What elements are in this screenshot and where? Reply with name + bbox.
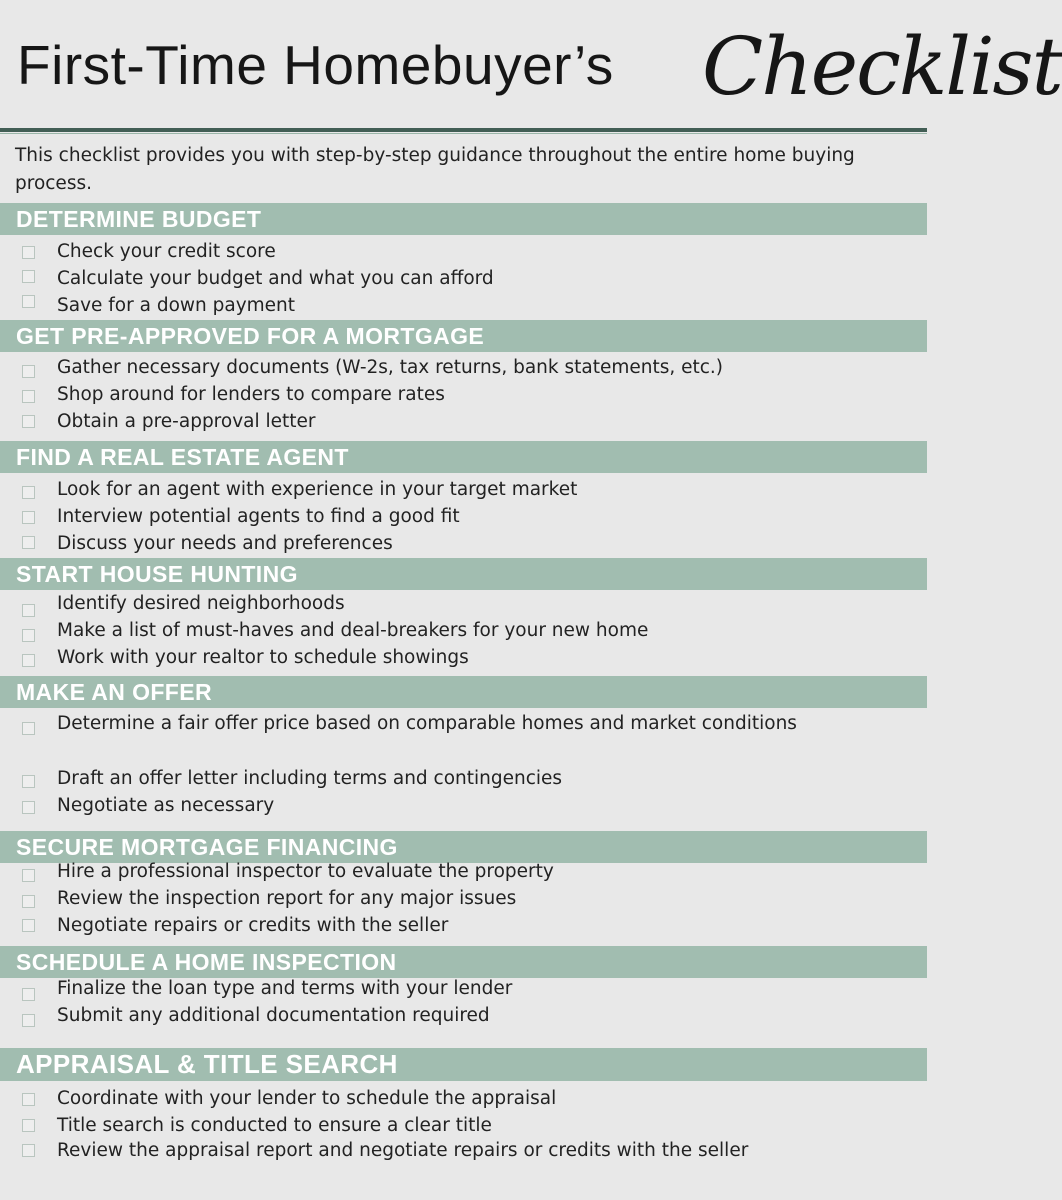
checkbox[interactable] [22, 1119, 35, 1132]
section-heading-band [0, 441, 927, 473]
section-heading-band [0, 1048, 927, 1081]
checkbox[interactable] [22, 1093, 35, 1106]
page-title: First-Time Homebuyer’s [17, 34, 614, 96]
page-title-script: Checklist [702, 20, 1062, 113]
checkbox[interactable] [22, 801, 35, 814]
checkbox[interactable] [22, 1144, 35, 1157]
checklist-item-text: Make a list of must-haves and deal-breakers for your new home [57, 620, 649, 641]
section-heading: SECURE MORTGAGE FINANCING [16, 834, 398, 860]
section-heading: MAKE AN OFFER [16, 679, 213, 705]
checklist-item-text: Discuss your needs and preferences [57, 533, 393, 554]
checklist-item-text: Check your credit score [57, 241, 276, 262]
checkbox[interactable] [22, 365, 35, 378]
checklist-item-text: Obtain a pre-approval letter [57, 411, 316, 432]
checklist-item-text: Coordinate with your lender to schedule the appraisal [57, 1088, 557, 1109]
section-heading-band [0, 558, 927, 590]
header-divider-thin [0, 133, 927, 134]
intro-text: This checklist provides you with step-by-step guidance throughout the entire home buying process. [15, 145, 855, 194]
checklist-item-text: Gather necessary documents (W-2s, tax returns, bank statements, etc.) [57, 357, 724, 378]
checklist-item-text: Draft an offer letter including terms and contingencies [57, 768, 563, 789]
checkbox[interactable] [22, 895, 35, 908]
checklist-item-text: Shop around for lenders to compare rates [57, 384, 445, 405]
section-heading: GET PRE-APPROVED FOR A MORTGAGE [16, 323, 485, 349]
checkbox[interactable] [22, 629, 35, 642]
checklist-item-text: Calculate your budget and what you can afford [57, 268, 494, 289]
checkbox[interactable] [22, 654, 35, 667]
section-heading: DETERMINE BUDGET [16, 206, 262, 232]
checkbox[interactable] [22, 869, 35, 882]
checkbox[interactable] [22, 604, 35, 617]
checkbox[interactable] [22, 486, 35, 499]
checklist-item-text: Negotiate repairs or credits with the seller [57, 915, 449, 936]
checklist-item-text: Identify desired neighborhoods [57, 593, 345, 614]
checklist-item-text: Finalize the loan type and terms with your lender [57, 978, 513, 999]
section-heading: SCHEDULE A HOME INSPECTION [16, 949, 397, 975]
checklist-item-text: Negotiate as necessary [57, 795, 275, 816]
checklist-item-text: Submit any additional documentation required [57, 1005, 490, 1026]
checklist-item-text: Title search is conducted to ensure a clear title [57, 1115, 492, 1136]
checkbox[interactable] [22, 775, 35, 788]
checkbox[interactable] [22, 919, 35, 932]
section-heading: START HOUSE HUNTING [16, 561, 298, 587]
checklist-item-text: Save for a down payment [57, 295, 296, 316]
section-heading-band [0, 676, 927, 708]
checklist-item-text: Review the inspection report for any major issues [57, 888, 517, 909]
section-heading-band [0, 320, 927, 352]
checkbox[interactable] [22, 722, 35, 735]
checklist-item-text: Hire a professional inspector to evaluate the property [57, 861, 554, 882]
section-heading: APPRAISAL & TITLE SEARCH [16, 1049, 398, 1079]
checkbox[interactable] [22, 246, 35, 259]
checklist-item-text: Look for an agent with experience in your target market [57, 479, 578, 500]
checklist-item-text: Review the appraisal report and negotiate repairs or credits with the seller [57, 1140, 749, 1161]
checkbox[interactable] [22, 988, 35, 1001]
checkbox[interactable] [22, 390, 35, 403]
header-divider [0, 128, 927, 132]
checkbox[interactable] [22, 415, 35, 428]
checkbox[interactable] [22, 270, 35, 283]
section-heading: FIND A REAL ESTATE AGENT [16, 444, 349, 470]
checkbox[interactable] [22, 295, 35, 308]
checkbox[interactable] [22, 511, 35, 524]
checklist-item-text: Interview potential agents to find a good fit [57, 506, 460, 527]
checklist-item-text: Determine a fair offer price based on comparable homes and market conditions [57, 713, 797, 734]
header [0, 0, 1062, 135]
checkbox[interactable] [22, 536, 35, 549]
checkbox[interactable] [22, 1014, 35, 1027]
section-heading-band [0, 203, 927, 235]
section-heading-band [0, 946, 927, 978]
checklist-item-text: Work with your realtor to schedule showings [57, 647, 469, 668]
